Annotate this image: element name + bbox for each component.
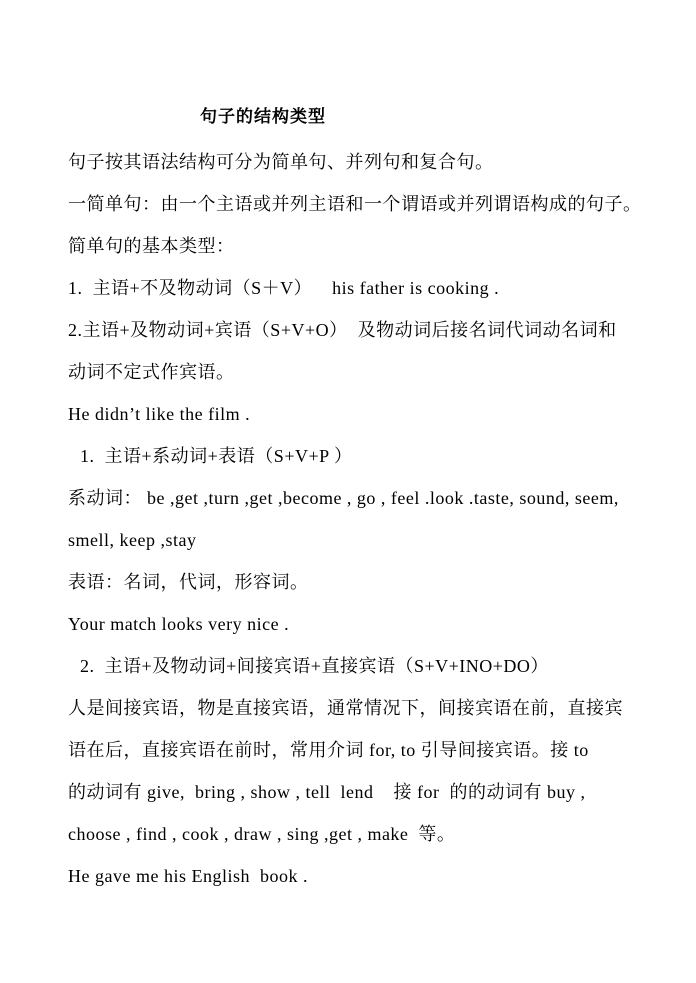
doc-line: 表语：名词，代词，形容词。 — [68, 572, 309, 592]
doc-line: 一简单句：由一个主语或并列主语和一个谓语或并列谓语构成的句子。 — [68, 194, 642, 214]
doc-line: 句子按其语法结构可分为简单句、并列句和复合句。 — [68, 152, 494, 172]
doc-title: 句子的结构类型 — [200, 107, 326, 126]
doc-line: He gave me his English book . — [68, 866, 308, 886]
doc-line: 2. 主语+及物动词+间接宾语+直接宾语（S+V+INO+DO） — [80, 656, 549, 676]
doc-line: 1. 主语+系动词+表语（S+V+P ） — [80, 446, 353, 466]
doc-line: 动词不定式作宾语。 — [68, 362, 235, 382]
doc-line: Your match looks very nice . — [68, 614, 290, 634]
doc-line: choose , find , cook , draw , sing ,get , make 等。 — [68, 824, 456, 844]
doc-line: 简单句的基本类型： — [68, 236, 235, 256]
doc-line: smell, keep ,stay — [68, 530, 197, 550]
doc-line: 系动词： be ,get ,turn ,get ,become , go , feel .look .taste, sound, seem, — [68, 488, 619, 508]
doc-line: 的动词有 give, bring , show , tell lend 接 for 的的动词有 buy , — [68, 782, 586, 802]
doc-line: He didn’t like the film . — [68, 404, 251, 424]
doc-line: 人是间接宾语，物是直接宾语，通常情况下，间接宾语在前，直接宾 — [68, 698, 623, 718]
doc-line: 1. 主语+不及物动词（S＋V） his father is cooking . — [68, 278, 500, 298]
doc-line: 2.主语+及物动词+宾语（S+V+O） 及物动词后接名词代词动名词和 — [68, 320, 617, 340]
doc-line: 语在后，直接宾语在前时，常用介词 for, to 引导间接宾语。接 to — [68, 740, 589, 760]
